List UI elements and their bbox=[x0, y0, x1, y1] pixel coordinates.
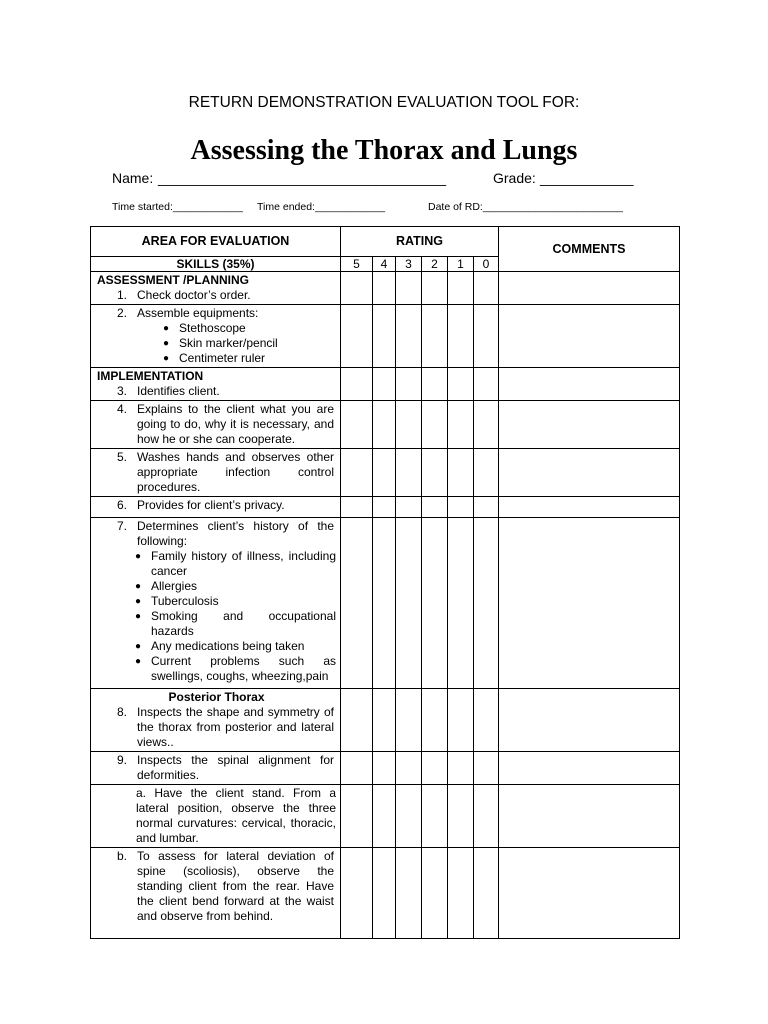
rating-cell[interactable] bbox=[422, 401, 448, 449]
rating-cell[interactable] bbox=[373, 785, 396, 848]
comment-cell[interactable] bbox=[499, 272, 680, 305]
name-field[interactable]: _____________________________________ bbox=[158, 170, 447, 186]
comment-cell[interactable] bbox=[499, 449, 680, 497]
rating-cell[interactable] bbox=[341, 848, 373, 939]
rating-cell[interactable] bbox=[448, 497, 474, 518]
rating-cell[interactable] bbox=[422, 449, 448, 497]
rating-cell[interactable] bbox=[422, 689, 448, 752]
item-text: a. Have the client stand. From a lateral position, observe the three normal curvatures: cervical, thoracic, and lumbar. bbox=[136, 786, 336, 845]
rating-cell[interactable] bbox=[448, 752, 474, 785]
rating-0-header: 0 bbox=[474, 257, 499, 272]
bullet-icon: ● bbox=[163, 323, 170, 334]
rating-cell[interactable] bbox=[396, 305, 422, 368]
table-row bbox=[91, 368, 680, 401]
rating-cell[interactable] bbox=[474, 752, 499, 785]
bullet-icon: ● bbox=[135, 581, 142, 592]
bullet-icon: ● bbox=[135, 656, 142, 667]
rating-cell[interactable] bbox=[474, 368, 499, 401]
table-row bbox=[91, 272, 680, 305]
rating-cell[interactable] bbox=[396, 689, 422, 752]
item-number: 1. bbox=[116, 288, 127, 302]
rating-cell[interactable] bbox=[422, 785, 448, 848]
rating-cell[interactable] bbox=[341, 272, 373, 305]
rating-cell[interactable] bbox=[373, 752, 396, 785]
item-text: Determines client’s history of the following: bbox=[137, 519, 334, 548]
rating-cell[interactable] bbox=[422, 368, 448, 401]
rating-cell[interactable] bbox=[422, 305, 448, 368]
item-text: Check doctor’s order. bbox=[137, 288, 251, 302]
area-header: AREA FOR EVALUATION bbox=[91, 227, 341, 257]
bullet-icon: ● bbox=[135, 551, 142, 562]
rating-cell[interactable] bbox=[396, 785, 422, 848]
rating-cell[interactable] bbox=[474, 449, 499, 497]
rating-cell[interactable] bbox=[373, 848, 396, 939]
rating-cell[interactable] bbox=[448, 785, 474, 848]
rating-header: RATING bbox=[341, 227, 499, 257]
rating-cell[interactable] bbox=[474, 689, 499, 752]
table-row bbox=[91, 497, 680, 518]
rating-cell[interactable] bbox=[373, 497, 396, 518]
item-text: Identifies client. bbox=[137, 384, 220, 398]
rating-cell[interactable] bbox=[373, 368, 396, 401]
rating-cell[interactable] bbox=[341, 752, 373, 785]
rating-cell[interactable] bbox=[341, 305, 373, 368]
rating-4-header: 4 bbox=[373, 257, 396, 272]
grade-field[interactable]: ____________ bbox=[540, 170, 634, 186]
item-number: 9. bbox=[116, 753, 127, 767]
rating-cell[interactable] bbox=[474, 497, 499, 518]
item-number: 2. bbox=[116, 306, 127, 320]
name-label: Name: bbox=[112, 170, 154, 186]
rating-cell[interactable] bbox=[341, 368, 373, 401]
item-number: 4. bbox=[116, 402, 127, 416]
bullet-icon: ● bbox=[163, 338, 170, 349]
rating-cell[interactable] bbox=[341, 449, 373, 497]
bullet-text: Stethoscope bbox=[179, 321, 246, 335]
rating-cell[interactable] bbox=[474, 518, 499, 689]
rating-5-header: 5 bbox=[341, 257, 373, 272]
item-text: Inspects the spinal alignment for deformities. bbox=[137, 753, 334, 782]
rating-cell[interactable] bbox=[474, 305, 499, 368]
rating-cell[interactable] bbox=[396, 401, 422, 449]
skills-label: SKILLS (35%) bbox=[91, 257, 341, 272]
rating-cell[interactable] bbox=[396, 272, 422, 305]
item-number: b. bbox=[116, 849, 127, 863]
rating-cell[interactable] bbox=[448, 305, 474, 368]
table-row bbox=[91, 689, 680, 752]
rating-cell[interactable] bbox=[341, 689, 373, 752]
comment-cell[interactable] bbox=[499, 689, 680, 752]
rating-cell[interactable] bbox=[448, 449, 474, 497]
rating-2-header: 2 bbox=[422, 257, 448, 272]
table-row bbox=[91, 401, 680, 449]
rating-cell[interactable] bbox=[474, 785, 499, 848]
bullet-text: Skin marker/pencil bbox=[179, 336, 278, 350]
bullet-text: Smoking and occupational hazards bbox=[151, 609, 336, 638]
table-row bbox=[91, 449, 680, 497]
rating-cell[interactable] bbox=[373, 449, 396, 497]
comment-cell[interactable] bbox=[499, 368, 680, 401]
rating-cell[interactable] bbox=[373, 272, 396, 305]
rating-cell[interactable] bbox=[373, 689, 396, 752]
rating-cell[interactable] bbox=[448, 401, 474, 449]
rating-cell[interactable] bbox=[422, 848, 448, 939]
item-text: Provides for client’s privacy. bbox=[137, 498, 285, 512]
table-row bbox=[91, 785, 680, 848]
bullet-icon: ● bbox=[135, 596, 142, 607]
bullet-icon: ● bbox=[135, 611, 142, 622]
section-posterior-thorax: Posterior Thorax bbox=[168, 690, 265, 704]
rating-cell[interactable] bbox=[474, 401, 499, 449]
rating-cell[interactable] bbox=[448, 272, 474, 305]
item-text: Assemble equipments: bbox=[137, 306, 259, 320]
rating-cell[interactable] bbox=[396, 449, 422, 497]
bullet-text: Tuberculosis bbox=[151, 594, 219, 608]
rating-cell[interactable] bbox=[396, 368, 422, 401]
grade-label: Grade: bbox=[493, 170, 536, 186]
rating-cell[interactable] bbox=[341, 497, 373, 518]
comment-cell[interactable] bbox=[499, 497, 680, 518]
comment-cell[interactable] bbox=[499, 785, 680, 848]
form-title: Assessing the Thorax and Lungs bbox=[190, 135, 578, 166]
comment-cell[interactable] bbox=[499, 305, 680, 368]
table-row bbox=[91, 518, 680, 689]
rating-cell[interactable] bbox=[396, 752, 422, 785]
item-number: 3. bbox=[116, 384, 127, 398]
table-header-row bbox=[91, 227, 680, 257]
date-of-rd-field[interactable]: Date of RD:________________________ bbox=[428, 201, 624, 213]
rating-cell[interactable] bbox=[373, 401, 396, 449]
table-row bbox=[91, 305, 680, 368]
rating-cell[interactable] bbox=[341, 401, 373, 449]
bullet-text: Family history of illness, including cancer bbox=[151, 549, 336, 578]
rating-cell[interactable] bbox=[422, 752, 448, 785]
rating-cell[interactable] bbox=[448, 518, 474, 689]
rating-cell[interactable] bbox=[448, 848, 474, 939]
rating-cell[interactable] bbox=[373, 518, 396, 689]
bullet-icon: ● bbox=[135, 641, 142, 652]
rating-cell[interactable] bbox=[396, 497, 422, 518]
item-text: Washes hands and observes other appropriate infection control procedures. bbox=[137, 450, 334, 494]
rating-cell[interactable] bbox=[373, 305, 396, 368]
bullet-icon: ● bbox=[163, 353, 170, 364]
table-row bbox=[91, 848, 680, 939]
item-number: 7. bbox=[116, 519, 127, 533]
rating-cell[interactable] bbox=[396, 848, 422, 939]
rating-cell[interactable] bbox=[448, 689, 474, 752]
section-implementation: IMPLEMENTATION bbox=[97, 369, 204, 383]
item-text: To assess for lateral deviation of spine (scoliosis), observe the standing client from the rear. Have the client bend forward at the waist and observe from behind. bbox=[137, 849, 334, 923]
table-row bbox=[91, 752, 680, 785]
item-text: Explains to the client what you are going to do, why it is necessary, and how he or she can cooperate. bbox=[137, 402, 334, 446]
comment-cell[interactable] bbox=[499, 752, 680, 785]
bullet-text: Any medications being taken bbox=[151, 639, 305, 653]
item-number: 5. bbox=[116, 450, 127, 464]
rating-cell[interactable] bbox=[422, 272, 448, 305]
rating-cell[interactable] bbox=[422, 497, 448, 518]
time-started-field[interactable]: Time started:____________ bbox=[112, 201, 243, 213]
comment-cell[interactable] bbox=[499, 518, 680, 689]
rating-cell[interactable] bbox=[422, 518, 448, 689]
rating-cell[interactable] bbox=[341, 785, 373, 848]
rating-cell[interactable] bbox=[341, 518, 373, 689]
item-number: 6. bbox=[116, 498, 127, 512]
rating-cell[interactable] bbox=[474, 272, 499, 305]
item-text: Inspects the shape and symmetry of the thorax from posterior and lateral views.. bbox=[137, 705, 334, 749]
form-heading: RETURN DEMONSTRATION EVALUATION TOOL FOR: bbox=[188, 94, 580, 111]
rating-1-header: 1 bbox=[448, 257, 474, 272]
section-assessment-planning: ASSESSMENT /PLANNING bbox=[97, 273, 250, 287]
item-number: 8. bbox=[116, 705, 127, 719]
time-ended-field[interactable]: Time ended:____________ bbox=[257, 201, 386, 213]
bullet-text: Centimeter ruler bbox=[179, 351, 266, 365]
comment-cell[interactable] bbox=[499, 848, 680, 939]
comment-cell[interactable] bbox=[499, 401, 680, 449]
rating-cell[interactable] bbox=[396, 518, 422, 689]
rating-3-header: 3 bbox=[396, 257, 422, 272]
bullet-text: Allergies bbox=[151, 579, 198, 593]
evaluation-table bbox=[90, 226, 680, 939]
comments-header: COMMENTS bbox=[499, 227, 680, 272]
bullet-text: Current problems such as swellings, coughs, wheezing,pain bbox=[151, 654, 336, 683]
rating-cell[interactable] bbox=[474, 848, 499, 939]
rating-cell[interactable] bbox=[448, 368, 474, 401]
